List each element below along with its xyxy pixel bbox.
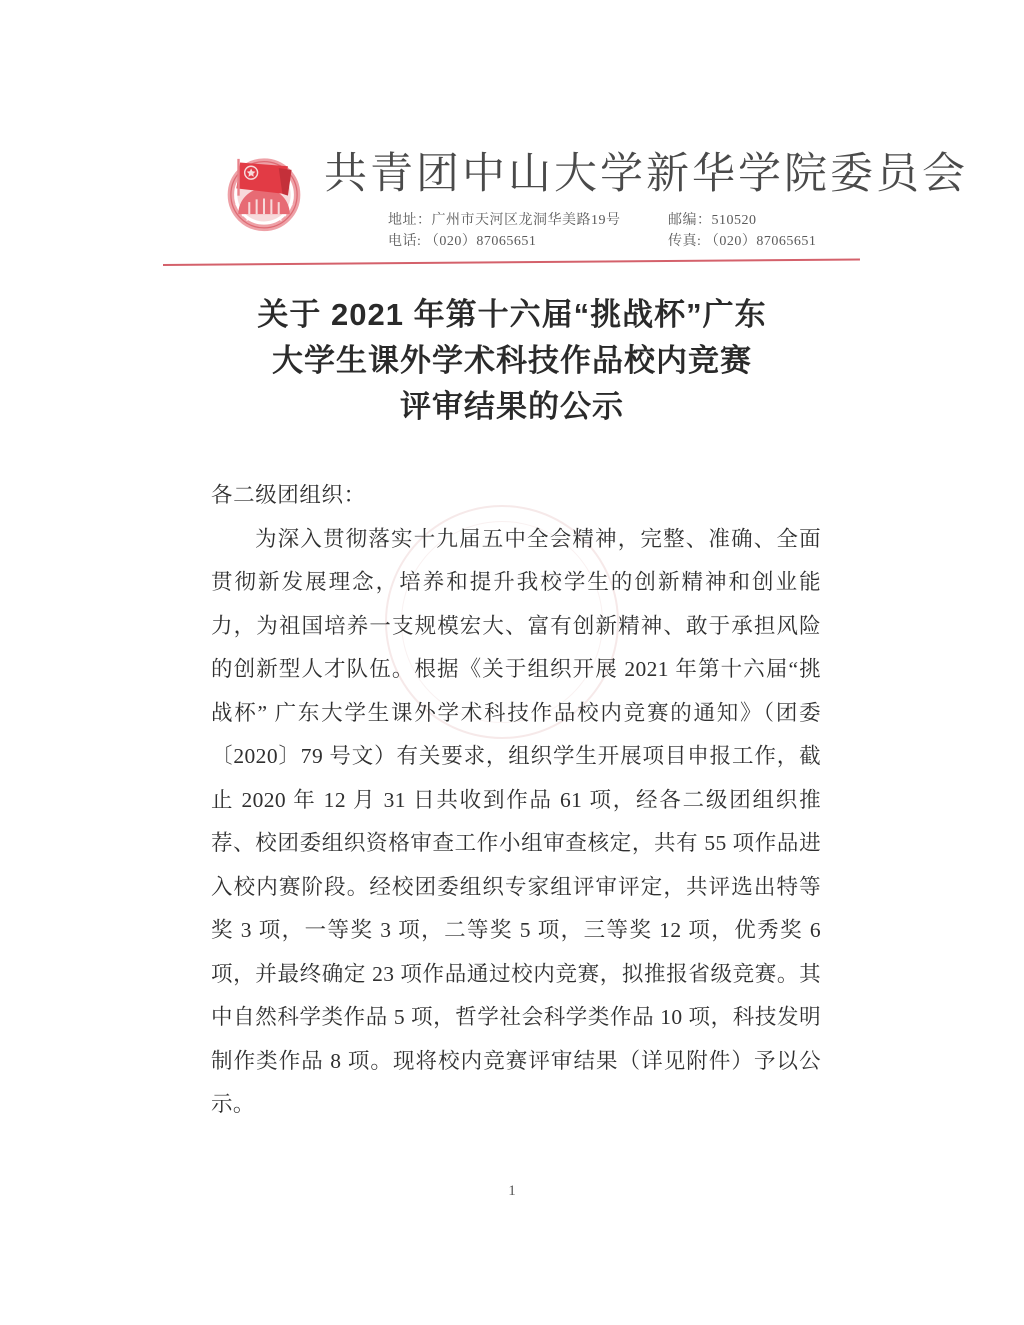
fax-value: （020）87065651 — [704, 234, 817, 249]
fax-label: 传真: — [668, 234, 702, 249]
document-title-line-2: 大学生课外学术科技作品校内竞赛 — [272, 343, 752, 378]
body-paragraph-1: 为深入贯彻落实十九届五中全会精神，完整、准确、全面贯彻新发展理念，培养和提升我校学生的创新精神和创业能力，为祖国培养一支规模宏大、富有创新精神、敢于承担风险的创新型人才队伍。根据《关于组织开展 2021 年第十六届“挑战杯” 广东大学生课外学术科技作品校内竞赛的通知》（团委〔2020〕79 号文）有关要求，组织学生开展项目申报工作，截止 2020 年 12 月 31 日共收到作品 61 项，经各二级团组织推荐、校团委组织资格审查工作小组审查核定，共有 55 项作品进入校内赛阶段。经校团委组织专家组评审评定，共评选出特等奖 3 项，一等奖 3 项，二等奖 5 项，三等奖 12 项，优秀奖 6 项，并最终确定 23 项作品通过校内竞赛，拟推报省级竞赛。其中自然科学类作品 5 项，哲学社会科学类作品 10 项，科技发明制作类作品 8 项。现将校内竞赛评审结果（详见附件）予以公示。 — [211, 526, 821, 1116]
phone-field — [388, 231, 668, 252]
address-value: 广州市天河区龙洞华美路19号 — [431, 213, 621, 228]
organization-name: 共青团中山大学新华学院委员会 — [324, 151, 968, 198]
letterhead-red-rule — [163, 259, 860, 266]
contact-line-address — [388, 210, 838, 231]
address-label: 地址： — [388, 213, 432, 228]
contact-line-phone — [388, 231, 838, 252]
fax-field — [668, 231, 838, 252]
postcode-label: 邮编： — [668, 213, 712, 228]
salutation: 各二级团组织： — [211, 483, 366, 507]
postcode-field — [668, 210, 838, 231]
communist-youth-league-emblem-icon — [218, 146, 310, 238]
page-number: 1 — [508, 1183, 516, 1199]
address-field — [388, 210, 668, 231]
phone-value: （020）87065651 — [424, 234, 537, 249]
document-title-line-3: 评审结果的公示 — [400, 389, 624, 424]
postcode-value: 510520 — [711, 213, 757, 228]
document-title — [162, 292, 862, 430]
contact-info-block — [388, 210, 838, 252]
document-title-line-1: 关于 2021 年第十六届“挑战杯”广东 — [257, 297, 767, 332]
document-body — [211, 474, 821, 1127]
phone-label: 电话: — [388, 234, 422, 249]
